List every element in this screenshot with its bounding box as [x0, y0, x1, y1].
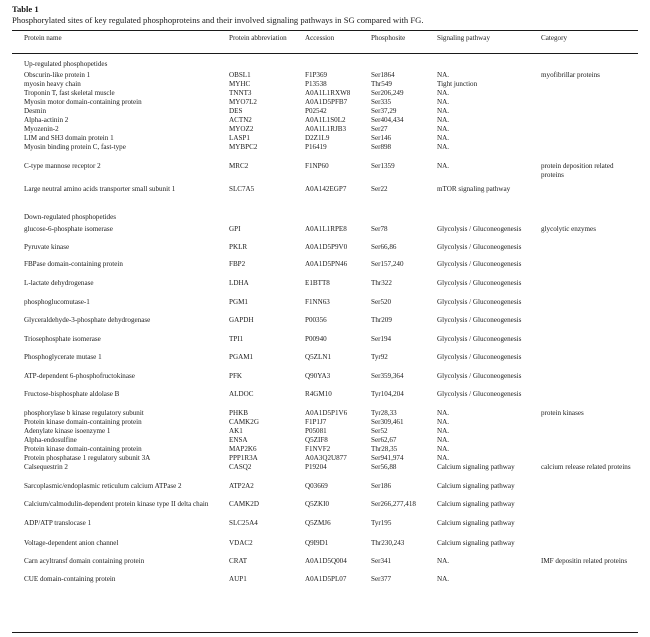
- protein-name-cell: Myosin motor domain-containing protein: [24, 98, 142, 106]
- accession-cell: A0A3Q2U877: [305, 454, 347, 462]
- protein-name-cell: Alpha-actinin 2: [24, 116, 69, 124]
- header-category: Category: [541, 34, 568, 42]
- abbreviation-cell: MYOZ2: [229, 125, 254, 133]
- category-cell: glycolytic enzymes: [541, 225, 596, 233]
- protein-name-cell: ATP-dependent 6-phosphofructokinase: [24, 372, 135, 380]
- phosphosite-cell: Ser206,249: [371, 89, 404, 97]
- category-cell: calcium release related proteins: [541, 463, 631, 471]
- accession-cell: F1P369: [305, 71, 328, 79]
- abbreviation-cell: MYBPC2: [229, 143, 258, 151]
- abbreviation-cell: PHKB: [229, 409, 248, 417]
- pathway-cell: NA.: [437, 71, 450, 79]
- phosphosite-cell: Ser359,364: [371, 372, 404, 380]
- phosphosite-cell: Ser37,29: [371, 107, 397, 115]
- accession-cell: A0A1L1RXW8: [305, 89, 351, 97]
- accession-cell: Q5ZMJ6: [305, 519, 331, 527]
- pathway-cell: Glycolysis / Gluconeogenesis: [437, 316, 522, 324]
- pathway-cell: mTOR signaling pathway: [437, 185, 511, 193]
- phosphosite-cell: Ser146: [371, 134, 392, 142]
- abbreviation-cell: OBSL1: [229, 71, 251, 79]
- accession-cell: F1NN63: [305, 298, 330, 306]
- abbreviation-cell: ALDOC: [229, 390, 254, 398]
- pathway-cell: NA.: [437, 107, 450, 115]
- table-caption: [12, 4, 638, 26]
- phosphosite-cell: Ser66,86: [371, 243, 397, 251]
- abbreviation-cell: SLC7A5: [229, 185, 255, 193]
- pathway-cell: Tight junction: [437, 80, 478, 88]
- abbreviation-cell: GAPDH: [229, 316, 254, 324]
- header-accession: Accession: [305, 34, 335, 42]
- accession-cell: Q9I9D1: [305, 539, 329, 547]
- pathway-cell: Calcium signaling pathway: [437, 500, 515, 508]
- protein-name-cell: Calsequestrin 2: [24, 463, 68, 471]
- abbreviation-cell: DES: [229, 107, 243, 115]
- phosphosite-cell: Ser27: [371, 125, 388, 133]
- phosphosite-cell: Ser22: [371, 185, 388, 193]
- abbreviation-cell: CAMK2D: [229, 500, 259, 508]
- phosphosite-cell: Thr28,35: [371, 445, 398, 453]
- category-cell: protein kinases: [541, 409, 584, 417]
- accession-cell: A0A1D5Q004: [305, 557, 347, 565]
- protein-name-cell: Phosphoglycerate mutase 1: [24, 353, 102, 361]
- accession-cell: Q03669: [305, 482, 328, 490]
- protein-name-cell: Glyceraldehyde-3-phosphate dehydrogenase: [24, 316, 151, 324]
- protein-name-cell: Triosephosphate isomerase: [24, 335, 101, 343]
- phosphosite-cell: Ser266,277,418: [371, 500, 416, 508]
- phosphosite-cell: Ser1359: [371, 162, 395, 170]
- phosphosite-cell: Ser335: [371, 98, 392, 106]
- accession-cell: P05081: [305, 427, 327, 435]
- abbreviation-cell: MYHC: [229, 80, 251, 88]
- pathway-cell: Glycolysis / Gluconeogenesis: [437, 372, 522, 380]
- abbreviation-cell: LASP1: [229, 134, 250, 142]
- protein-name-cell: phosphoglucomutase-1: [24, 298, 90, 306]
- pathway-cell: NA.: [437, 427, 450, 435]
- abbreviation-cell: GPI: [229, 225, 241, 233]
- section-label-down: Down-regulated phosphopetides: [24, 213, 117, 221]
- protein-name-cell: LIM and SH3 domain protein 1: [24, 134, 114, 142]
- pathway-cell: Glycolysis / Gluconeogenesis: [437, 225, 522, 233]
- phosphosite-cell: Tyr104,204: [371, 390, 404, 398]
- protein-name-cell: Protein kinase domain-containing protein: [24, 418, 142, 426]
- accession-cell: D2Z1L9: [305, 134, 330, 142]
- accession-cell: Q5ZLN1: [305, 353, 332, 361]
- accession-cell: Q90YA3: [305, 372, 331, 380]
- phosphosite-cell: Ser309,461: [371, 418, 404, 426]
- protein-name-cell: FBPase domain-containing protein: [24, 260, 123, 268]
- top-rule: [12, 30, 638, 31]
- pathway-cell: NA.: [437, 445, 450, 453]
- pathway-cell: NA.: [437, 162, 450, 170]
- abbreviation-cell: MRC2: [229, 162, 249, 170]
- accession-cell: F1NP60: [305, 162, 329, 170]
- accession-cell: A0A1D5PN46: [305, 260, 348, 268]
- bottom-rule: [12, 632, 638, 633]
- protein-name-cell: phosphorylase b kinase regulatory subunit: [24, 409, 144, 417]
- pathway-cell: NA.: [437, 134, 450, 142]
- phosphosite-cell: Ser157,240: [371, 260, 404, 268]
- pathway-cell: Glycolysis / Gluconeogenesis: [437, 279, 522, 287]
- pathway-cell: Glycolysis / Gluconeogenesis: [437, 390, 522, 398]
- category-cell: protein deposition related proteins: [541, 162, 614, 179]
- accession-cell: P13538: [305, 80, 327, 88]
- protein-name-cell: Calcium/calmodulin-dependent protein kinase type II delta chain: [24, 500, 209, 508]
- abbreviation-cell: PGM1: [229, 298, 248, 306]
- abbreviation-cell: TPI1: [229, 335, 244, 343]
- phosphosite-cell: Ser377: [371, 575, 392, 583]
- abbreviation-cell: PKLR: [229, 243, 248, 251]
- accession-cell: P19204: [305, 463, 327, 471]
- protein-name-cell: Voltage-dependent anion channel: [24, 539, 119, 547]
- header-phosphosite: Phosphosite: [371, 34, 406, 42]
- pathway-cell: Glycolysis / Gluconeogenesis: [437, 243, 522, 251]
- phosphosite-cell: Ser341: [371, 557, 392, 565]
- abbreviation-cell: ATP2A2: [229, 482, 254, 490]
- protein-name-cell: CUE domain-containing protein: [24, 575, 116, 583]
- phosphosite-cell: Ser194: [371, 335, 392, 343]
- pathway-cell: NA.: [437, 125, 450, 133]
- abbreviation-cell: FBP2: [229, 260, 246, 268]
- accession-cell: Q5ZKI0: [305, 500, 330, 508]
- phosphosite-cell: Ser62,67: [371, 436, 397, 444]
- protein-name-cell: Alpha-endosulfine: [24, 436, 77, 444]
- abbreviation-cell: CRAT: [229, 557, 248, 565]
- pathway-cell: NA.: [437, 89, 450, 97]
- accession-cell: A0A1L1S0L2: [305, 116, 346, 124]
- pathway-cell: NA.: [437, 454, 450, 462]
- phosphosite-cell: Ser898: [371, 143, 392, 151]
- protein-name-cell: Protein kinase domain-containing protein: [24, 445, 142, 453]
- accession-cell: Q5ZIF8: [305, 436, 328, 444]
- abbreviation-cell: TNNT3: [229, 89, 252, 97]
- protein-name-cell: Obscurin-like protein 1: [24, 71, 91, 79]
- pathway-cell: Glycolysis / Gluconeogenesis: [437, 298, 522, 306]
- pathway-cell: NA.: [437, 418, 450, 426]
- accession-cell: A0A1D5P1V6: [305, 409, 348, 417]
- phosphosite-cell: Thr230,243: [371, 539, 405, 547]
- protein-name-cell: Troponin T, fast skeletal muscle: [24, 89, 115, 97]
- protein-name-cell: C-type mannose receptor 2: [24, 162, 101, 170]
- phosphosite-cell: Ser404,434: [371, 116, 404, 124]
- accession-cell: P16419: [305, 143, 327, 151]
- abbreviation-cell: AK1: [229, 427, 243, 435]
- protein-name-cell: Desmin: [24, 107, 47, 115]
- abbreviation-cell: ACTN2: [229, 116, 252, 124]
- category-cell: myofibrillar proteins: [541, 71, 600, 79]
- section-label-up: Up-regulated phosphopetides: [24, 60, 108, 68]
- phosphosite-cell: Thr322: [371, 279, 392, 287]
- pathway-cell: Calcium signaling pathway: [437, 519, 515, 527]
- pathway-cell: NA.: [437, 98, 450, 106]
- pathway-cell: NA.: [437, 143, 450, 151]
- accession-cell: F1NVF2: [305, 445, 331, 453]
- pathway-cell: NA.: [437, 116, 450, 124]
- header-protein-abbreviation: Protein abbreviation: [229, 34, 287, 42]
- phosphosite-cell: Ser52: [371, 427, 388, 435]
- abbreviation-cell: SLC25A4: [229, 519, 258, 527]
- abbreviation-cell: PPP1R3A: [229, 454, 258, 462]
- protein-name-cell: Pyruvate kinase: [24, 243, 70, 251]
- protein-name-cell: Protein phosphatase 1 regulatory subunit 3A: [24, 454, 151, 462]
- phosphosite-cell: Tyr28,33: [371, 409, 397, 417]
- phosphosite-cell: Ser78: [371, 225, 388, 233]
- abbreviation-cell: LDHA: [229, 279, 249, 287]
- protein-name-cell: Myosin binding protein C, fast-type: [24, 143, 126, 151]
- phosphosite-cell: Tyr195: [371, 519, 392, 527]
- abbreviation-cell: AUP1: [229, 575, 247, 583]
- protein-name-cell: Large neutral amino acids transporter small subunit 1: [24, 185, 176, 193]
- accession-cell: A0A1D5PL07: [305, 575, 347, 583]
- pathway-cell: Glycolysis / Gluconeogenesis: [437, 353, 522, 361]
- abbreviation-cell: ENSA: [229, 436, 248, 444]
- abbreviation-cell: VDAC2: [229, 539, 253, 547]
- protein-name-cell: Adenylate kinase isoenzyme 1: [24, 427, 111, 435]
- table-title: Phosphorylated sites of key regulated phosphoproteins and their involved signaling pathways in SG compared with FG.: [12, 15, 424, 25]
- phosphosite-cell: Ser56,88: [371, 463, 397, 471]
- accession-cell: R4GM10: [305, 390, 332, 398]
- abbreviation-cell: MAP2K6: [229, 445, 257, 453]
- phosphosite-cell: Tyr92: [371, 353, 388, 361]
- protein-name-cell: L-lactate dehydrogenase: [24, 279, 94, 287]
- accession-cell: A0A1L1RPE8: [305, 225, 347, 233]
- protein-name-cell: glucose-6-phosphate isomerase: [24, 225, 113, 233]
- phosphosite-cell: Ser1864: [371, 71, 395, 79]
- pathway-cell: NA.: [437, 409, 450, 417]
- accession-cell: F1P1J7: [305, 418, 327, 426]
- abbreviation-cell: PGAM1: [229, 353, 254, 361]
- pathway-cell: NA.: [437, 436, 450, 444]
- pathway-cell: NA.: [437, 557, 450, 565]
- accession-cell: P00356: [305, 316, 327, 324]
- phosphosite-cell: Ser186: [371, 482, 392, 490]
- abbreviation-cell: MYO7L2: [229, 98, 257, 106]
- pathway-cell: NA.: [437, 575, 450, 583]
- accession-cell: P02542: [305, 107, 327, 115]
- protein-name-cell: Sarcoplasmic/endoplasmic reticulum calcium ATPase 2: [24, 482, 182, 490]
- pathway-cell: Glycolysis / Gluconeogenesis: [437, 260, 522, 268]
- header-rule: [12, 53, 638, 54]
- phosphosite-cell: Thr209: [371, 316, 392, 324]
- protein-name-cell: Carn acyltransf domain containing protein: [24, 557, 145, 565]
- accession-cell: A0A1D5P9V0: [305, 243, 348, 251]
- accession-cell: A0A142EGP7: [305, 185, 347, 193]
- protein-name-cell: Fructose-bisphosphate aldolase B: [24, 390, 120, 398]
- header-signaling-pathway: Signaling pathway: [437, 34, 490, 42]
- phosphosite-cell: Thr549: [371, 80, 392, 88]
- phosphosite-cell: Ser941,974: [371, 454, 404, 462]
- abbreviation-cell: PFK: [229, 372, 243, 380]
- accession-cell: E1BTT8: [305, 279, 330, 287]
- category-cell: IMF depositin related proteins: [541, 557, 628, 565]
- accession-cell: A0A1D5PFB7: [305, 98, 348, 106]
- pathway-cell: Glycolysis / Gluconeogenesis: [437, 335, 522, 343]
- table-label: Table 1: [12, 4, 39, 14]
- protein-name-cell: Myozenin-2: [24, 125, 59, 133]
- accession-cell: A0A1L1RJB3: [305, 125, 346, 133]
- protein-name-cell: myosin heavy chain: [24, 80, 81, 88]
- accession-cell: P00940: [305, 335, 327, 343]
- pathway-cell: Calcium signaling pathway: [437, 539, 515, 547]
- pathway-cell: Calcium signaling pathway: [437, 463, 515, 471]
- abbreviation-cell: CASQ2: [229, 463, 252, 471]
- abbreviation-cell: CAMK2G: [229, 418, 259, 426]
- pathway-cell: Calcium signaling pathway: [437, 482, 515, 490]
- protein-name-cell: ADP/ATP translocase 1: [24, 519, 92, 527]
- header-protein-name: Protein name: [24, 34, 62, 42]
- phosphosite-cell: Ser520: [371, 298, 392, 306]
